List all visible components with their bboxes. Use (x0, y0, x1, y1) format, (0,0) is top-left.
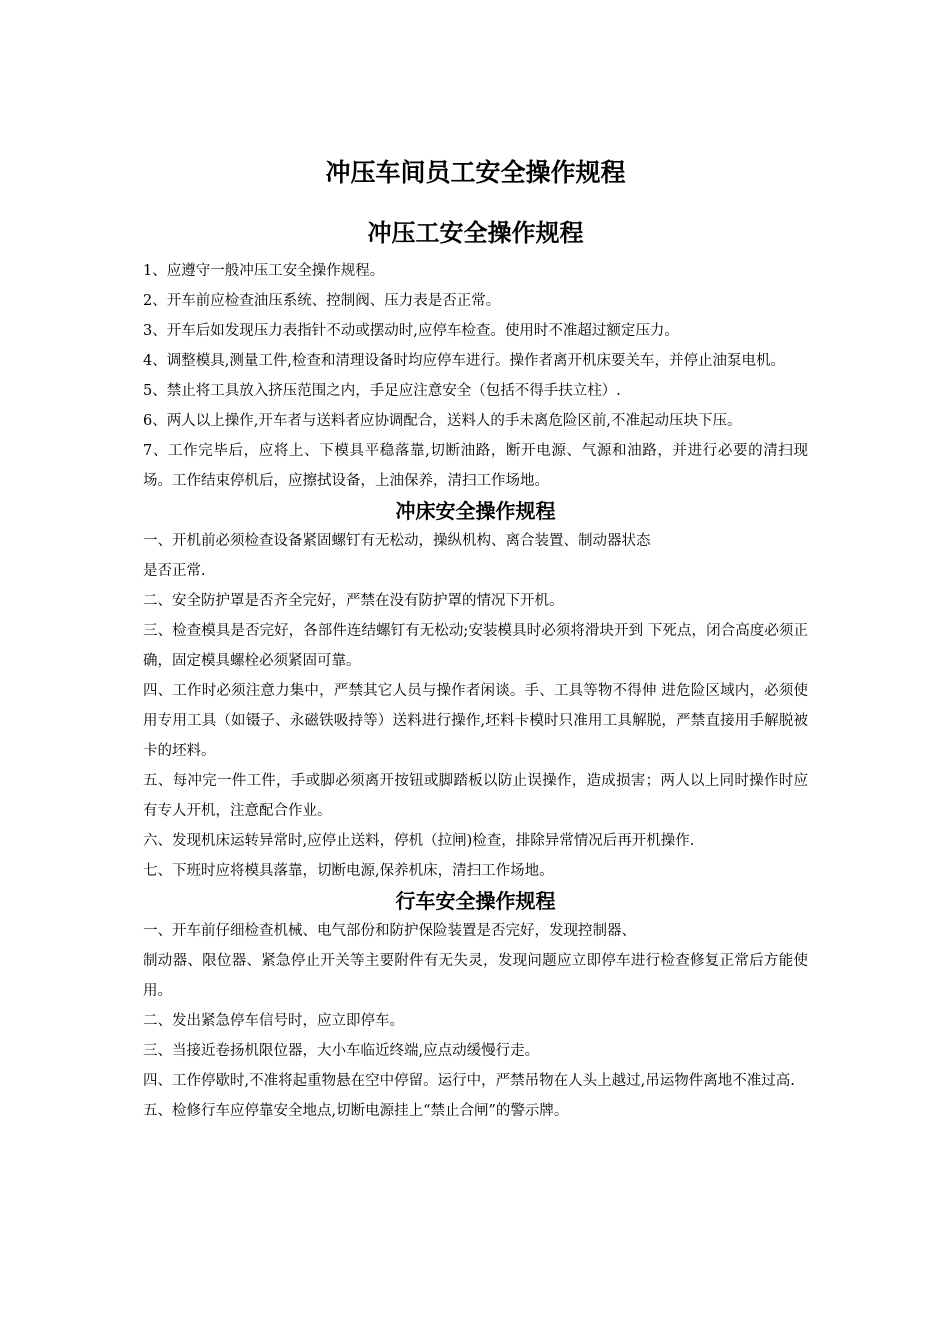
paragraph: 六、发现机床运转异常时,应停止送料，停机（拉闸)检查，排除异常情况后再开机操作. (143, 833, 695, 849)
paragraph: 五、每冲完一件工件，手或脚必须离开按钮或脚踏板以防止误操作，造成损害；两人以上同时操作时应有专人开机，注意配合作业。 (143, 773, 808, 819)
paragraph: 4、调整模具,测量工件,检查和清理设备时均应停车进行。操作者离开机床要关车，并停止油泵电机。 (143, 353, 785, 369)
paragraph: 一、开机前必须检查设备紧固螺钉有无松动，操纵机构、离合装置、制动器状态 (143, 533, 651, 549)
paragraph: 四、工作停歇时,不准将起重物悬在空中停留。运行中，严禁吊物在人头上越过,吊运物件离地不准过高. (143, 1073, 795, 1089)
paragraph: 1、应遵守一般冲压工安全操作规程。 (143, 263, 385, 279)
section-punch-press (143, 496, 808, 886)
document-content (143, 150, 808, 1126)
paragraph: 2、开车前应检查油压系统、控制阀、压力表是否正常。 (143, 293, 501, 309)
paragraph: 5、禁止将工具放入挤压范围之内，手足应注意安全（包括不得手扶立柱）. (143, 383, 621, 399)
paragraph: 三、当接近卷扬机限位器，大小车临近终端,应点动缓慢行走。 (143, 1043, 540, 1059)
paragraph: 3、开车后如发现压力表指针不动或摆动时,应停车检查。使用时不准超过额定压力。 (143, 323, 679, 339)
paragraph: 制动器、限位器、紧急停止开关等主要附件有无失灵，发现问题应立即停车进行检查修复正常后方能使用。 (143, 953, 808, 999)
document-title: 冲压车间员工安全操作规程 (325, 158, 626, 187)
paragraph: 二、发出紧急停车信号时，应立即停车。 (143, 1013, 404, 1029)
section-heading: 行车安全操作规程 (395, 889, 556, 913)
paragraph: 6、两人以上操作,开车者与送料者应协调配合，送料人的手未离危险区前,不准起动压块下压。 (143, 413, 742, 429)
paragraph: 是否正常. (143, 563, 206, 579)
paragraph: 五、检修行车应停靠安全地点,切断电源挂上“禁止合闸”的警示牌。 (143, 1103, 569, 1119)
paragraph: 七、下班时应将模具落靠，切断电源,保养机床，清扫工作场地。 (143, 863, 554, 879)
paragraph: 四、工作时必须注意力集中，严禁其它人员与操作者闲谈。手、工具等物不得伸 进危险区域内，必须使用专用工具（如镊子、永磁铁吸持等）送料进行操作,坯料卡模时只准用工具解脱，严禁直接用手解脱被卡的坯料。 (143, 683, 808, 759)
section-overhead-crane (143, 886, 808, 1126)
section-heading: 冲压工安全操作规程 (367, 219, 584, 247)
paragraph: 7、工作完毕后，应将上、下模具平稳落靠,切断油路，断开电源、气源和油路，并进行必要的清扫现场。工作结束停机后，应擦拭设备，上油保养，清扫工作场地。 (143, 443, 808, 489)
paragraph: 一、开车前仔细检查机械、电气部份和防护保险装置是否完好，发现控制器、 (143, 923, 636, 939)
section-stamping-worker (143, 214, 808, 496)
paragraph: 二、安全防护罩是否齐全完好，严禁在没有防护罩的情况下开机。 (143, 593, 564, 609)
section-heading: 冲床安全操作规程 (395, 499, 556, 523)
paragraph: 三、检查模具是否完好，各部件连结螺钉有无松动;安装模具时必须将滑块开到 下死点，闭合高度必须正确，固定模具螺栓必须紧固可靠。 (143, 623, 808, 669)
